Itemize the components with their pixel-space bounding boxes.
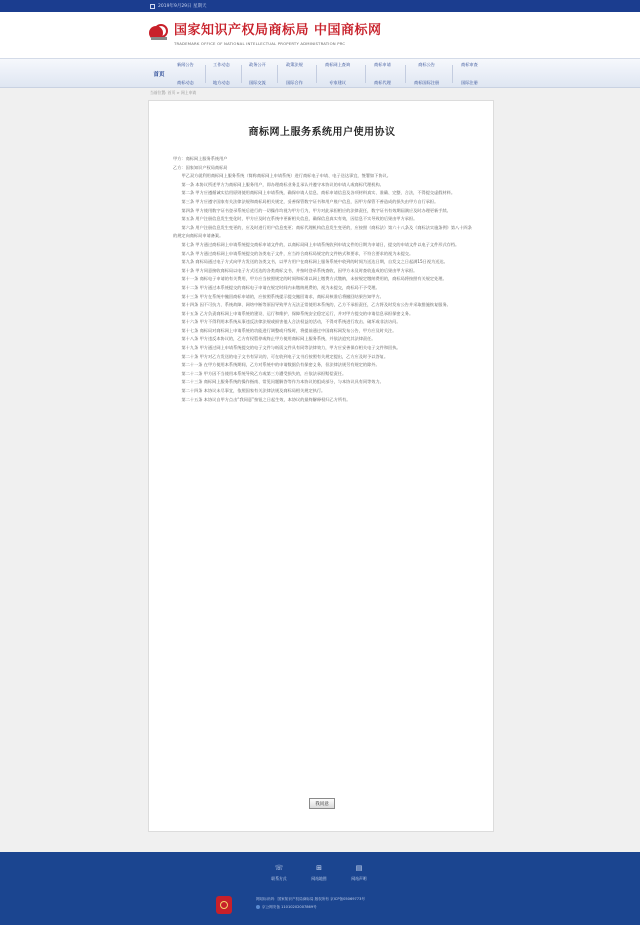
nav-item[interactable]: 商标动态 (177, 80, 194, 85)
nav-item[interactable]: 政务公开 (249, 62, 266, 67)
calendar-icon (150, 4, 155, 9)
site-logo[interactable] (147, 23, 382, 46)
nav-item[interactable]: 商标代理 (374, 80, 391, 85)
nav-group-5 (325, 62, 350, 86)
nav-item[interactable]: 新闻公告 (177, 62, 194, 67)
site-footer (0, 852, 640, 925)
footer-copyright: 网站标识码：国家知识产权局商标局 版权所有 京ICP备05069773号 (256, 897, 365, 901)
nav-item[interactable]: 政策法规 (286, 62, 303, 67)
agreement-clause: 第十条 甲方同意接收商标局以电子方式送达的各类商标文书，并按时登录系统查收，因甲方未及时查收造成的后果由甲方承担。 (181, 267, 418, 273)
nav-group-3 (249, 62, 266, 86)
nav-item[interactable]: 国际合作 (286, 80, 303, 85)
agreement-clause: 第六条 用户注册信息发生变更的，应及时进行用户信息变更；商标代理机构信息发生变更的，应按照《商标法》第六十八条及《商标法实施条例》第八十四条的规定向商标局申请备案。 (173, 224, 472, 239)
emblem-icon (216, 896, 232, 914)
agreement-clause: 第十三条 甲方在系统中撤回商标申请的，应按照系统提示提交撤回请求，商标局核准后将撤回结果告知甲方。 (181, 293, 384, 299)
phone-icon: ☏ (274, 864, 284, 872)
nav-group-8 (461, 62, 478, 86)
footer-police-record: 京公网安备 11010202007869号 (256, 905, 317, 910)
agreement-clause: 第十二条 甲方通过本系统提交的商标电子申请在规定时间内未缴纳规费的，视为未提交，商标局不予受理。 (181, 284, 380, 290)
nav-group-6 (374, 62, 391, 86)
agree-button[interactable]: 我同意 (309, 798, 335, 809)
trademark-office-logo-icon (147, 23, 169, 45)
agreement-clause: 第十五条 乙方负责商标网上申请系统的建设、运行和维护，保障系统安全稳定运行，并对甲方提交的申请信息承担保密义务。 (181, 310, 414, 316)
party-a: 甲方：商标网上服务系统用户 (173, 156, 228, 161)
date-text: 2019年9月29日 星期天 (158, 4, 207, 9)
document-icon: ▤ (355, 864, 363, 872)
nav-item[interactable]: 商标国际注册 (414, 80, 440, 85)
agreement-clause: 第二十四条 本协议未尽事宜，依照国家有关法律法规及商标局相关规定执行。 (181, 388, 326, 394)
police-badge-icon (256, 905, 260, 909)
nav-group-2 (213, 62, 230, 86)
agreement-clause: 第十八条 甲方违反本协议的，乙方有权暂停或终止甲方使用商标网上服务系统，并依法追究其法律责任。 (181, 336, 376, 342)
agreement-clause: 第二十条 甲方对乙方发送的电子文书有异议的，可在收到电子文书后按照有关规定提出，乙方应及时予以答复。 (181, 353, 389, 359)
agreement-clause: 第五条 用户注册信息发生变化时，甲方应及时在系统中更新相关信息，确保信息真实有效，因信息不实导致的后果由甲方承担。 (181, 216, 418, 222)
agreement-clause: 第二十五条 本协议自甲方点击“我同意”按钮之日起生效，本协议的最终解释权归乙方所有。 (181, 396, 351, 402)
nav-item[interactable]: 国际交流 (249, 80, 266, 85)
page-title: 商标网上服务系统用户使用协议 (248, 127, 396, 138)
top-bar (0, 0, 640, 12)
nav-item[interactable]: 专家建议 (329, 80, 346, 85)
agreement-clause: 第十六条 甲方不得利用本系统从事违反法律法规或损害他人合法权益的活动，不得对系统进行攻击、破坏或非法访问。 (181, 319, 401, 325)
logo-title-en: TRADEMARK OFFICE OF NATIONAL INTELLECTUAL PROPERTY ADMINISTRATION PRC (174, 41, 346, 46)
site-header (0, 12, 640, 58)
agreement-clause: 第十七条 商标局对商标网上申请系统的功能进行调整或升级时，将提前通过中国商标网发布公告，甲方应及时关注。 (181, 327, 397, 333)
agreement-clause: 第七条 甲方通过商标网上申请系统提交商标申请文件的，以商标局网上申请系统收到申请文件的日期为申请日，提交的申请文件以电子文件形式存档。 (181, 241, 460, 247)
nav-group-7 (414, 62, 439, 86)
agreement-clause: 第三条 甲方应遵守国家有关法律法规和商标局相关规定，妥善保管数字证书和用户账户信息，因甲方保管不善造成的损失由甲方自行承担。 (181, 198, 439, 204)
nav-group-1 (177, 62, 194, 86)
nav-item[interactable]: 工作动态 (213, 62, 230, 67)
nav-item[interactable]: 商标申请 (374, 62, 391, 67)
breadcrumb: 当前位置: 首页 > 网上申请 (150, 90, 197, 95)
agreement-clause: 第二十三条 商标网上服务系统的操作指南、常见问题解答等作为本协议的组成部分，与本协议具有同等效力。 (181, 379, 384, 385)
nav-home[interactable]: 首页 (153, 72, 165, 78)
footer-statement-link[interactable]: ▤ 网站声明 (351, 864, 367, 881)
agreement-clause: 第十一条 商标电子申请的有关费用，甲方应当按照规定的时间和标准以网上缴费方式缴纳，未按规定缴纳费用的，商标局将按照有关规定处理。 (181, 276, 447, 282)
agreement-clause: 第二条 甲方应遵循诚实信用原则使用商标网上申请系统，确保申请人信息、商标申请信息及各项材料真实、准确、完整、合法，不得提交虚假材料。 (181, 190, 456, 196)
agreement-clause: 第一条 本协议所述甲方为商标网上服务用户，即办理商标业务且承认并遵守本协议的申请人或商标代理机构。 (181, 181, 384, 187)
nav-group-4 (286, 62, 303, 86)
footer-contact-link[interactable]: ☏ 联系方式 (271, 864, 287, 881)
agreement-clause: 第二十二条 甲方因不当使用本系统导致乙方或第三方遭受损失的，应依法承担赔偿责任。 (181, 370, 347, 376)
agreement-clause: 第四条 甲方使用数字证书登录系统后进行的一切操作均视为甲方行为，甲方对此承担相应的法律责任，数字证书有效期届满应及时办理更新手续。 (181, 207, 451, 213)
agreement-clause: 甲乙双方就利用商标网上服务系统（简称商标网上申请系统）进行商标电子申请、电子送达事宜，签署如下协议。 (181, 173, 391, 179)
nav-item[interactable]: 商标审查 (461, 62, 478, 67)
main-nav (0, 58, 640, 88)
footer-sitemap-link[interactable]: ⊞ 网站地图 (311, 864, 327, 881)
agreement-clause: 第十四条 因不可抗力、系统故障、网络中断等原因导致甲方无法正常使用本系统的，乙方不承担责任，乙方将及时发布公告并采取措施恢复服务。 (181, 302, 451, 308)
agreement-clause: 第九条 商标局通过电子方式向甲方发送的各类文书，以甲方用户在商标网上服务系统中收到的时间为送达日期，自发文之日起满15日视为送达。 (181, 259, 448, 265)
nav-item[interactable]: 商标公告 (418, 62, 435, 67)
logo-title-cn: 国家知识产权局商标局 中国商标网 (174, 23, 382, 38)
agreement-panel (148, 100, 494, 832)
nav-item[interactable]: 国际注册 (461, 80, 478, 85)
nav-item[interactable]: 商标网上查询 (325, 62, 351, 67)
party-b: 乙方：国家知识产权局商标局 (173, 164, 228, 170)
agreement-clause: 第十九条 甲方通过网上申请系统提交的电子文件与纸质文件具有同等法律效力，甲方应妥善保存相关电子文件和回执。 (181, 345, 401, 351)
sitemap-icon: ⊞ (316, 864, 322, 872)
nav-item[interactable]: 地方动态 (213, 80, 230, 85)
agreement-clause: 第二十一条 在甲方使用本系统期间，乙方对系统中的申请数据负有保密义务，但法律法规另有规定的除外。 (181, 362, 380, 368)
agreement-body (173, 155, 473, 404)
agreement-clause: 第八条 甲方通过商标网上申请系统提交的各类电子文件，应当符合商标局规定的文件格式和要求，不符合要求的视为未提交。 (181, 250, 414, 256)
